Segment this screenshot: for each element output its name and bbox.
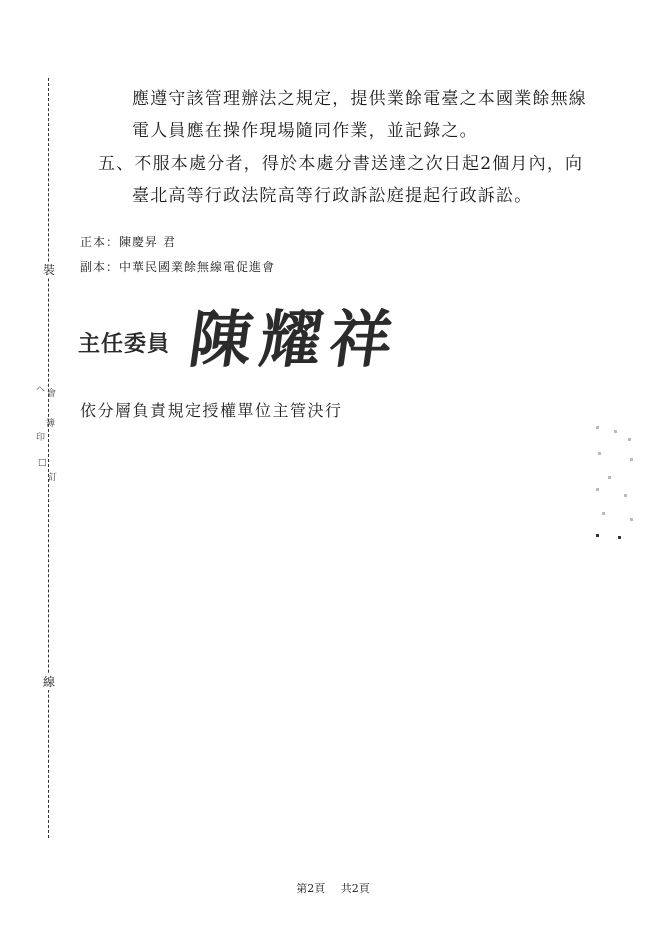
page-total: 共2頁 (340, 882, 370, 895)
original-recipient (80, 234, 176, 250)
stamp-fragment: 訂 (48, 473, 58, 483)
body-line: 電人員應在操作現場隨同作業，並記錄之。 (132, 121, 478, 141)
body-line: 臺北高等行政法院高等行政訴訟庭提起行政訴訟。 (132, 186, 533, 206)
signatory-name: 陳耀祥 (184, 303, 406, 376)
stamp-fragment: 印 (36, 433, 46, 443)
binding-mark-top: 裝 (42, 263, 55, 277)
copy-label: 副本： (80, 260, 120, 274)
original-value: 陳慶昇 君 (119, 235, 176, 249)
stamp-fragment: 簿 (46, 419, 56, 429)
body-line-item-5: 五、不服本處分者，得於本處分書送達之次日起2個月內，向 (98, 154, 584, 174)
signature-block (78, 305, 408, 385)
binding-mark-bottom: 線 (42, 675, 55, 689)
copy-recipient (80, 259, 275, 275)
page-number: 第2頁 (296, 882, 326, 895)
body-line: 應遵守該管理辦法之規定，提供業餘電臺之本國業餘無線 (132, 89, 587, 109)
stamp-fragment: ヘ (36, 385, 46, 395)
original-label: 正本： (80, 235, 120, 249)
page-footer (0, 880, 666, 896)
scan-artifact (594, 418, 634, 548)
delegation-note: 依分層負責規定授權單位主管決行 (80, 401, 343, 420)
received-stamp (34, 378, 60, 486)
copy-value: 中華民國業餘無線電促進會 (119, 260, 276, 274)
signatory-title: 主任委員 (78, 332, 171, 357)
stamp-fragment: 會 (47, 389, 57, 399)
stamp-fragment: □ (38, 458, 47, 468)
